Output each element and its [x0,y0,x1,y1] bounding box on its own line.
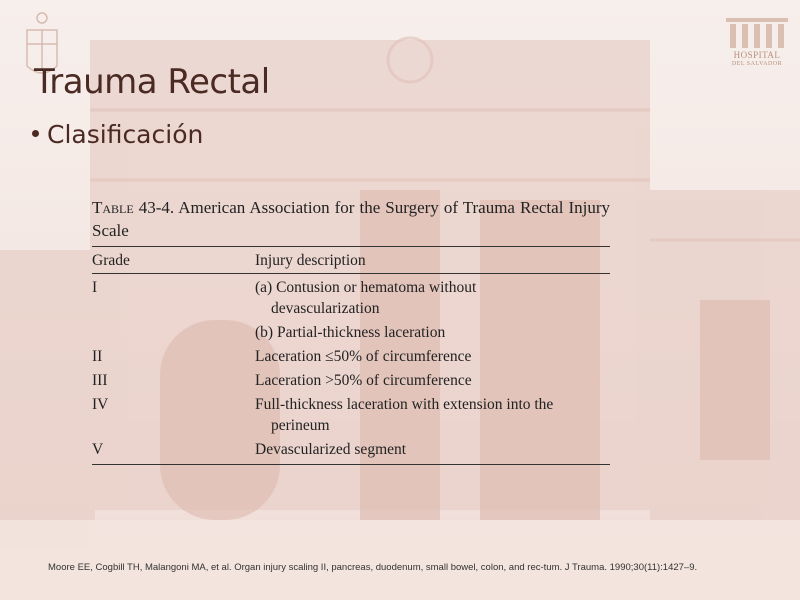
columns-icon [722,14,792,50]
logo-hospital-text: HOSPITAL [733,50,781,60]
hospital-logo [722,14,792,76]
injury-scale-table [92,196,610,465]
table-row [92,370,610,391]
description-cell [255,439,610,460]
table-row [92,394,610,436]
slide-title: Trauma Rectal [34,62,270,102]
table-caption [92,196,610,242]
table-row [92,346,610,367]
header-grade: Grade [92,252,130,269]
description-cell [255,370,610,391]
description-line: Laceration ≤50% of circumference [255,348,472,365]
description-line: Laceration >50% of circumference [255,372,472,389]
description-cell [255,322,610,343]
description-line: Full-thickness laceration with extension into the [255,396,554,413]
table-header-rule [92,273,610,274]
table-row [92,439,610,460]
description-line: Devascularized segment [255,441,407,458]
grade-cell: II [92,348,103,365]
grade-cell: IV [92,396,109,413]
logo-salvador-text: DEL SALVADOR [731,61,783,67]
description-line: perineum [271,417,330,434]
bullet-dot-icon [32,130,39,137]
description-line: (b) Partial-thickness laceration [255,324,446,341]
bullet-text: Clasificación [47,120,204,149]
grade-cell: I [92,279,98,296]
description-cell [255,346,610,367]
table-caption-text: 43-4. American Association for the Surgery of Trauma Rectal Injury Scale [92,198,610,240]
footnote-citation: Moore EE, Cogbill TH, Malangoni MA, et al. Organ injury scaling II, pancreas, duodenum, small bowel, colon, and rec-tum. J Trauma. 1990;30(11):1427–9. [48,562,698,573]
description-line: (a) Contusion or hematoma without [255,279,477,296]
grade-cell: V [92,441,104,458]
table-body [92,277,610,460]
table-row [92,322,610,343]
grade-cell [92,322,255,343]
description-line: devascularization [271,300,380,317]
bullet-item [32,120,203,149]
description-cell [255,394,610,436]
table-header-row [92,247,610,273]
header-description: Injury description [255,252,366,269]
grade-cell: III [92,372,108,389]
description-cell [255,277,610,319]
table-row [92,277,610,319]
table-bottom-rule [92,464,610,465]
table-caption-prefix: Table [92,198,134,217]
